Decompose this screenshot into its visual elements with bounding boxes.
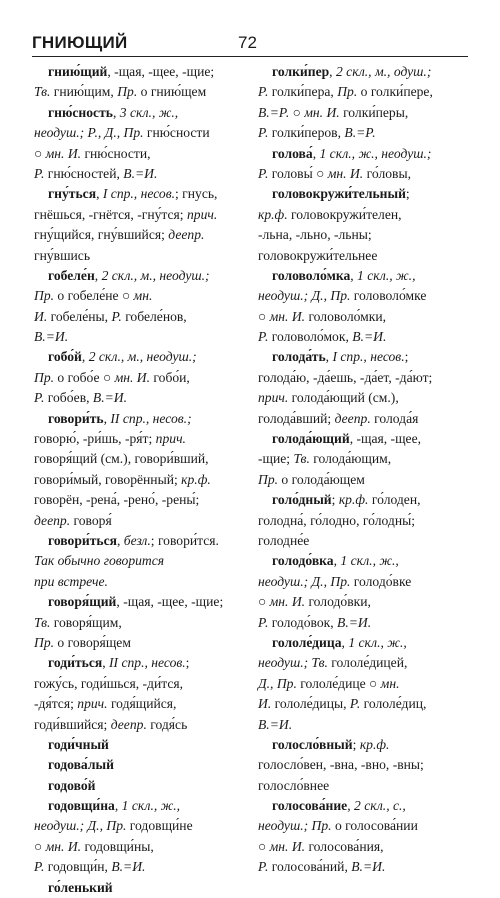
running-head: ГНИЮЩИЙ [32,33,128,52]
entry-line [34,449,244,469]
entry-line [34,776,244,796]
entry-text: голода́ющий (см.), [288,390,399,406]
grammar-label: 1 скл., ж., [121,798,181,814]
entry-text: гнию́щим, [50,84,118,100]
grammar-label: 1 скл., ж., [340,553,399,569]
headword: говори́ться [48,532,117,548]
entry-line [258,225,468,245]
headword: годи́чный [48,736,109,752]
entry-text: голки́пера, [268,84,338,100]
entry-line [34,837,244,857]
headword: головокружи́тельный [272,186,406,202]
entry-line [34,531,244,551]
entry-line [258,327,468,347]
entry-line [258,572,468,592]
entry-text: гобо́ев, [44,390,93,406]
entry-text: гобеле́нов, [121,308,187,324]
grammar-label: мн. И. [327,165,364,181]
entry-text: ; гнусь, [175,186,218,202]
entry-text: головы́ ○ [268,165,328,181]
entry-text: , [102,655,109,671]
entry-line [34,816,244,836]
headword: гнию́щий [48,64,108,79]
grammar-label: Тв. [293,451,310,467]
grammar-label: прич. [77,696,108,712]
entry-line [34,694,244,714]
entry-text: , [341,634,349,650]
entry-line [34,347,244,367]
entry-line [34,633,244,653]
grammar-label: 2 скл., м., неодуш.; [88,349,197,365]
entry-text: , [94,267,102,283]
grammar-label: прич. [155,431,186,447]
entry-line [258,409,468,429]
entry-line [258,551,468,571]
grammar-label: мн. И. [269,308,306,324]
entry-line [258,531,468,551]
entry-line [34,796,244,816]
headword: годи́ться [48,655,103,671]
entry-text: головоло́мки, [305,308,387,324]
entry-text: гожу́сь, годи́шься, -ди́тся, [34,675,184,691]
grammar-label: Пр. [34,288,55,304]
grammar-label: деепр. [168,227,205,243]
entry-text: о голки́пере, [357,84,433,100]
grammar-label: Р. [111,308,122,324]
entry-text: ; говори́тся. [150,532,219,548]
grammar-label: неодуш.; Тв. [258,655,328,671]
entry-text: , [350,267,358,283]
grammar-label: Пр. [34,634,55,650]
entry-text: годовщи́ны, [81,838,154,854]
grammar-label: Тв. [34,614,51,630]
entry-line [258,184,468,204]
grammar-label: В.=И. [352,329,387,345]
entry-line [34,429,244,449]
headword: говоря́щий [48,594,117,610]
grammar-label: Пр. [337,84,358,100]
entry-text: говори́мый, говорённый; [34,471,182,487]
grammar-label: 1 скл., ж., [357,267,416,283]
entry-line [258,755,468,775]
entry-text: го́лоден, [368,492,421,508]
entry-line [34,184,244,204]
grammar-label: Р. [34,165,45,181]
entry-line [34,551,244,571]
headword: го́ленький [48,879,113,895]
entry-line [258,368,468,388]
grammar-label: В.=И. [258,716,293,732]
entry-line [258,796,468,816]
grammar-label: Р. [258,125,269,141]
entry-text: гололе́диц, [360,696,427,712]
entry-line [34,592,244,612]
grammar-label: мн. И. [45,838,82,854]
grammar-label: В.=И. [92,390,127,406]
grammar-label: 2 скл., с., [354,798,406,814]
entry-text: , [333,553,341,569]
grammar-label: I спр., несов. [332,349,405,365]
grammar-label: мн. И. [114,369,151,385]
grammar-label: мн. [133,288,153,304]
grammar-label: мн. И. [45,145,82,161]
entry-text: гололе́дицы, [271,696,350,712]
headword: голо́дный [272,492,332,508]
entry-text: , [96,186,103,202]
entry-text: го́ловы, [363,165,411,181]
grammar-label: неодуш.; Д., Пр. [34,818,127,834]
grammar-label: Пр. [258,471,279,487]
entry-text: голода́вший; [258,410,335,426]
grammar-label: I спр., несов. [102,186,175,202]
entry-line [258,144,468,164]
grammar-label: прич. [258,390,289,406]
entry-line [258,857,468,877]
headword: гобо́й [48,349,82,365]
entry-text: годовщи́не [126,818,193,834]
grammar-label: II спр., несов. [109,655,186,671]
grammar-label: мн. И. [269,838,306,854]
entry-text: гнёшься, -гнётся, -гну́тся; [34,206,187,222]
grammar-label: В.=И. [337,614,372,630]
grammar-label: мн. И. [269,594,306,610]
entry-line [258,246,468,266]
entry-text: -щие; [258,451,294,467]
entry-text: ; [185,655,190,671]
grammar-label: В.=И. [111,859,146,875]
grammar-label: Р. [34,390,45,406]
grammar-label: мн. И. [304,104,340,120]
grammar-label: 2 скл., м., одуш.; [335,64,432,79]
entry-line [258,286,468,306]
entry-text: годи́вшийся; [34,716,111,732]
headword: говори́ть [48,410,104,426]
page-number: 72 [238,33,257,52]
entry-text: голода́ю, -да́ешь, -да́ет, -да́ют; [258,369,433,385]
grammar-label: Пр. [117,84,138,100]
entry-text: голодне́е [258,532,310,548]
grammar-label: И. [258,696,272,712]
entry-text: о голосова́нии [331,818,418,834]
entry-line [258,613,468,633]
entry-text: говорю́, -ри́шь, -ря́т; [34,431,156,447]
entry-line [34,144,244,164]
grammar-label: В.=И. [123,165,158,181]
entry-text: голосло́внее [258,777,330,793]
grammar-label: при встрече. [34,573,108,589]
entry-line [258,429,468,449]
grammar-label: кр.ф. [181,471,211,487]
entry-line [258,103,468,123]
entry-text: ○ [258,838,270,854]
entry-line [34,62,244,82]
headword: гню́сность [48,104,113,120]
entry-line [258,511,468,531]
entry-text: , [81,349,89,365]
entry-line [258,347,468,367]
entry-text: , -щая, -щее, -щие; [116,594,224,610]
entry-line [34,327,244,347]
entry-text: голодо́вке [350,573,412,589]
entry-text: , [103,410,111,426]
entry-text: гню́сности [143,125,210,141]
grammar-label: Так обычно говорится [34,553,165,569]
entry-text: голодо́вок, [268,614,338,630]
page-header [32,30,468,57]
entry-text: головоло́мке [350,288,427,304]
entry-text: ; [404,349,409,365]
right-column [258,62,468,878]
entry-text: ○ [34,145,46,161]
headword: годовщи́на [48,798,115,814]
grammar-label: В.=Р. [258,104,290,120]
entry-text: головокружи́телен, [287,206,402,222]
entry-text: гну́щийся, гну́вшийся; [34,227,169,243]
entry-line [34,103,244,123]
entry-line [34,164,244,184]
grammar-label: деепр. [34,512,71,528]
entry-line [258,205,468,225]
grammar-label: неодуш.; Р., Д., Пр. [34,125,144,141]
grammar-label: В.=И. [34,329,69,345]
entry-text: голосло́вен, -вна, -вно, -вны; [258,757,424,773]
entry-text: о гобо́е ○ [54,369,115,385]
entry-line [258,123,468,143]
entry-text: ○ [258,594,270,610]
headword: голосова́ние [272,798,348,814]
grammar-label: II спр., несов.; [110,410,192,426]
grammar-label: деепр. [110,716,147,732]
entry-text: , [329,64,336,79]
entry-text: голосова́ния, [305,838,384,854]
entry-text: голодо́вки, [305,594,371,610]
grammar-label: неодуш.; Д., Пр. [258,288,351,304]
entry-line [34,674,244,694]
entry-text: головоло́мок, [268,329,353,345]
entry-text: , [114,798,122,814]
headword: голода́ющий [272,431,350,447]
entry-line [34,388,244,408]
headword: голодо́вка [272,553,334,569]
entry-text: годя́сь [146,716,188,732]
entry-line [34,613,244,633]
entry-line [34,307,244,327]
entry-text: ; [331,492,339,508]
entry-line [34,755,244,775]
grammar-label: Р. [258,329,269,345]
entry-line [258,735,468,755]
entry-line [258,307,468,327]
entry-text: , [312,145,320,161]
entry-line [258,776,468,796]
grammar-label: кр.ф. [258,206,288,222]
entry-text: -дя́тся; [34,696,78,712]
entry-text: , -щая, -щее, -щие; [107,64,215,79]
entry-line [34,653,244,673]
entry-text: , [112,104,120,120]
entry-text: голода́ющим, [309,451,392,467]
grammar-label: Р. [34,859,45,875]
entry-text: годя́щийся, [107,696,177,712]
entry-line [34,715,244,735]
headword: голосло́вный [272,736,353,752]
entry-line [34,409,244,429]
entry-text: головокружи́тельнее [258,247,378,263]
entry-text: гню́сности, [81,145,151,161]
entry-text: о голода́ющем [278,471,365,487]
entry-line [258,837,468,857]
entry-line [34,82,244,102]
entry-text: ; [352,736,360,752]
grammar-label: Д., Пр. [258,675,297,691]
entry-text: голки́перов, [268,125,345,141]
entry-line [34,511,244,531]
grammar-label: 3 скл., ж., [119,104,179,120]
entry-line [258,715,468,735]
entry-line [34,266,244,286]
entry-text: голки́перы, [339,104,409,120]
grammar-label: Р. [258,859,269,875]
grammar-label: неодуш.; Пр. [258,818,332,834]
headword: годово́й [48,777,96,793]
grammar-label: деепр. [334,410,371,426]
entry-text: голода́я [370,410,419,426]
left-column [34,62,244,898]
entry-text: гобо́и, [150,369,190,385]
entry-line [258,633,468,653]
grammar-label: Р. [258,84,269,100]
entry-text: говорён, -рена́, -рено́, -рены́; [34,492,200,508]
entry-line [34,286,244,306]
entry-line [34,857,244,877]
entry-text: гололе́дицей, [327,655,408,671]
headword: голода́ть [272,349,326,365]
entry-line [34,225,244,245]
entry-text: ○ [258,308,270,324]
entry-text: -льна, -льно, -льны; [258,227,372,243]
entry-line [34,735,244,755]
headword: голки́пер [272,64,330,79]
grammar-label: Пр. [34,369,55,385]
entry-line [258,694,468,714]
entry-text: , [325,349,333,365]
headword: гобеле́н [48,267,95,283]
grammar-label: мн. [380,675,400,691]
headword: гну́ться [48,186,97,202]
grammar-label: 1 скл., ж., неодуш.; [319,145,432,161]
grammar-label: В.=И. [351,859,386,875]
entry-text: о говоря́щем [54,634,131,650]
entry-text: голодна́, го́лодно, го́лодны́; [258,512,416,528]
grammar-label: 2 скл., м., неодуш.; [101,267,210,283]
entry-line [34,572,244,592]
entry-line [258,470,468,490]
entry-text: ; [405,186,410,202]
entry-text: годовщи́н, [44,859,112,875]
entry-text: гню́сностей, [44,165,124,181]
entry-text: гобеле́ны, [47,308,112,324]
entry-text: говоря́щий (см.), говори́вший, [34,451,209,467]
grammar-label: кр.ф. [359,736,390,752]
entry-line [34,246,244,266]
entry-text: , [347,798,355,814]
entry-line [258,266,468,286]
entry-text: о гнию́щем [137,84,207,100]
entry-text: ○ [289,104,305,120]
entry-text: говоря́ [70,512,112,528]
entry-line [258,82,468,102]
grammar-label: Р. [258,614,269,630]
entry-line [258,674,468,694]
entry-line [34,878,244,898]
headword: гололе́дица [272,634,342,650]
entry-text: гну́вшись [34,247,91,263]
grammar-label: 1 скл., ж., [348,634,407,650]
entry-line [34,205,244,225]
grammar-label: неодуш.; Д., Пр. [258,573,351,589]
headword: годова́лый [48,757,114,773]
grammar-label: безл. [123,532,151,548]
entry-line [258,592,468,612]
entry-text: говоря́щим, [50,614,122,630]
entry-line [34,368,244,388]
grammar-label: Тв. [34,84,51,100]
entry-line [258,449,468,469]
grammar-label: В.=Р. [344,125,376,141]
entry-text: гололе́дице ○ [296,675,381,691]
entry-line [258,62,468,82]
entry-line [258,816,468,836]
entry-line [258,164,468,184]
grammar-label: Р. [349,696,361,712]
headword: голова́ [272,145,313,161]
entry-line [258,653,468,673]
grammar-label: прич. [186,206,218,222]
grammar-label: Р. [258,165,269,181]
entry-line [34,470,244,490]
entry-line [258,490,468,510]
entry-text: , [116,532,124,548]
grammar-label: кр.ф. [338,492,369,508]
entry-text: голосова́ний, [268,859,352,875]
grammar-label: И. [34,308,48,324]
entry-line [34,490,244,510]
entry-text: о гобеле́не ○ [54,288,134,304]
entry-text: , -щая, -щее, [349,431,422,447]
entry-text: ○ [34,838,46,854]
entry-line [258,388,468,408]
entry-line [34,123,244,143]
headword: головоло́мка [272,267,351,283]
